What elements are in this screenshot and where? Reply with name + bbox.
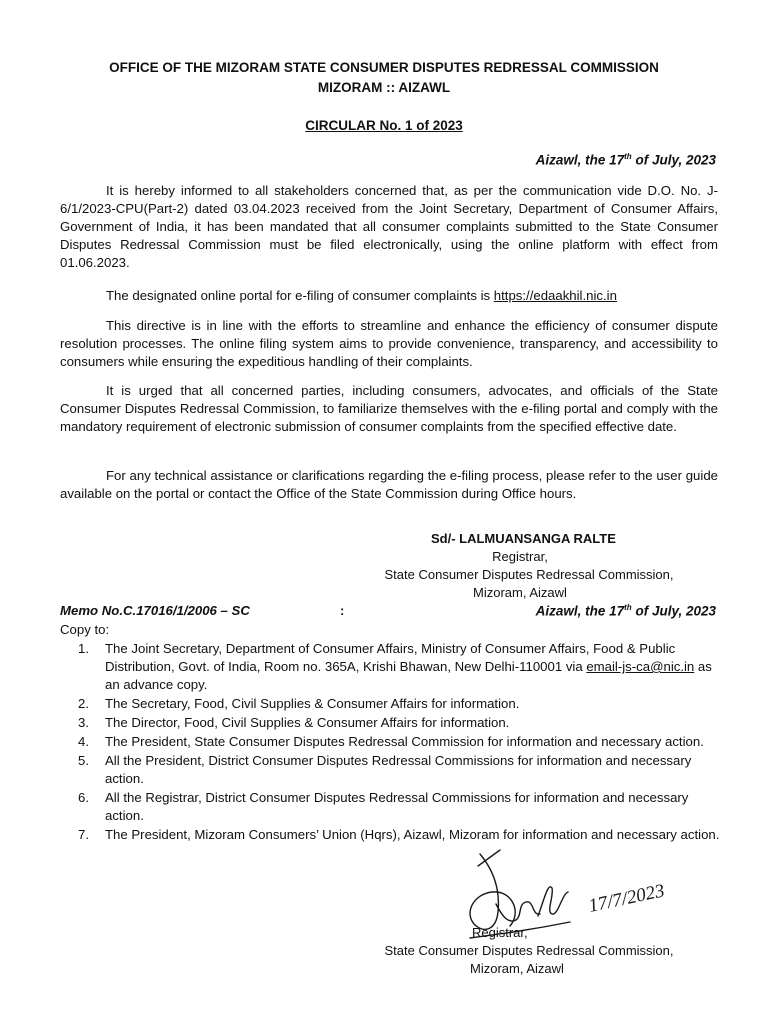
footer-registrar-org: State Consumer Disputes Redressal Commission, <box>384 943 674 958</box>
copy-item-text: The President, Mizoram Consumers’ Union (Hqrs), Aizawl, Mizoram for information and necessary action. <box>105 827 720 842</box>
copy-list-item <box>78 789 728 825</box>
signatory-org: State Consumer Disputes Redressal Commission, <box>384 567 674 582</box>
paragraph-assistance: For any technical assistance or clarifications regarding the e-filing process, please refer to the user guide available on the portal or contact the Office of the State Commission during Office hours. <box>60 468 718 501</box>
paragraph-mandate: It is hereby informed to all stakeholders concerned that, as per the communication vide D.O. No. J-6/1/2023-CPU(Part-2) dated 03.04.2023 received from the Joint Secretary, Department of Consumer Affairs, Government of India, it has been mandated that all consumer complaints submitted to the State Consumer Disputes Redressal Commission must be filed electronically, using the online platform with effect from 01.06.2023. <box>60 183 718 270</box>
memo-date: Aizawl, the 17th of July, 2023 <box>535 603 716 619</box>
office-location: MIZORAM :: AIZAWL <box>317 80 451 95</box>
memo-colon: : <box>340 603 345 618</box>
paragraph-portal: The designated online portal for e-filing of consumer complaints is https://edaakhil.nic.in <box>106 288 617 303</box>
portal-link[interactable]: https://edaakhil.nic.in <box>493 288 617 303</box>
copy-item-number: 1. <box>78 641 89 656</box>
copy-item-number: 3. <box>78 715 89 730</box>
office-title: OFFICE OF THE MIZORAM STATE CONSUMER DISPUTES REDRESSAL COMMISSION <box>109 60 659 75</box>
copy-item-number: 5. <box>78 753 89 768</box>
memo-number: Memo No.C.17016/1/2006 – SC <box>60 603 250 618</box>
circular-date: Aizawl, the 17th of July, 2023 <box>535 152 716 168</box>
copy-list-item <box>78 752 728 788</box>
paragraph-urge: It is urged that all concerned parties, including consumers, advocates, and officials of the State Consumer Disputes Redressal Commission, to familiarize themselves with the e-filing portal and comply with the mandatory requirement of electronic submission of consumer complaints from the specified effective date. <box>60 383 718 434</box>
copy-item-text: The Joint Secretary, Department of Consumer Affairs, Ministry of Consumer Affairs, Food & Public Distribution, Govt. of India, Room no. 365A, Krishi Bhawan, New Delhi-110001 via email-js-ca@nic.in as an advance copy. <box>105 641 712 692</box>
signatory-role: Registrar, <box>492 549 548 564</box>
copy-item-number: 4. <box>78 734 89 749</box>
copy-list-item <box>78 714 728 732</box>
copy-item-text: All the Registrar, District Consumer Disputes Redressal Commissions for information and necessary action. <box>105 790 689 823</box>
copy-list <box>78 640 728 845</box>
copy-list-item <box>78 733 728 751</box>
copy-item-text: The Director, Food, Civil Supplies & Consumer Affairs for information. <box>105 715 510 730</box>
svg-text:17/7/2023: 17/7/2023 <box>586 880 667 917</box>
circular-number: CIRCULAR No. 1 of 2023 <box>305 118 463 133</box>
copy-to-label: Copy to: <box>60 622 110 637</box>
copy-list-item <box>78 640 728 694</box>
footer-registrar-role: Registrar, <box>472 925 528 940</box>
signatory-place: Mizoram, Aizawl <box>473 585 567 600</box>
copy-list-item <box>78 695 728 713</box>
copy-item-text: All the President, District Consumer Disputes Redressal Commissions for information and necessary action. <box>105 753 692 786</box>
copy-item-text: The Secretary, Food, Civil Supplies & Consumer Affairs for information. <box>105 696 520 711</box>
email-link[interactable]: email-js-ca@nic.in <box>586 659 695 674</box>
copy-item-number: 2. <box>78 696 89 711</box>
signatory-name: Sd/- LALMUANSANGA RALTE <box>431 531 616 546</box>
copy-item-text: The President, State Consumer Disputes Redressal Commission for information and necessary action. <box>105 734 704 749</box>
copy-item-number: 7. <box>78 827 89 842</box>
footer-registrar-place: Mizoram, Aizawl <box>470 961 564 976</box>
paragraph-directive: This directive is in line with the efforts to streamline and enhance the efficiency of consumer dispute resolution processes. The online filing system aims to provide convenience, transparency, and accessibility to consumers while ensuring the expeditious handling of their complaints. <box>60 318 718 369</box>
copy-item-number: 6. <box>78 790 89 805</box>
